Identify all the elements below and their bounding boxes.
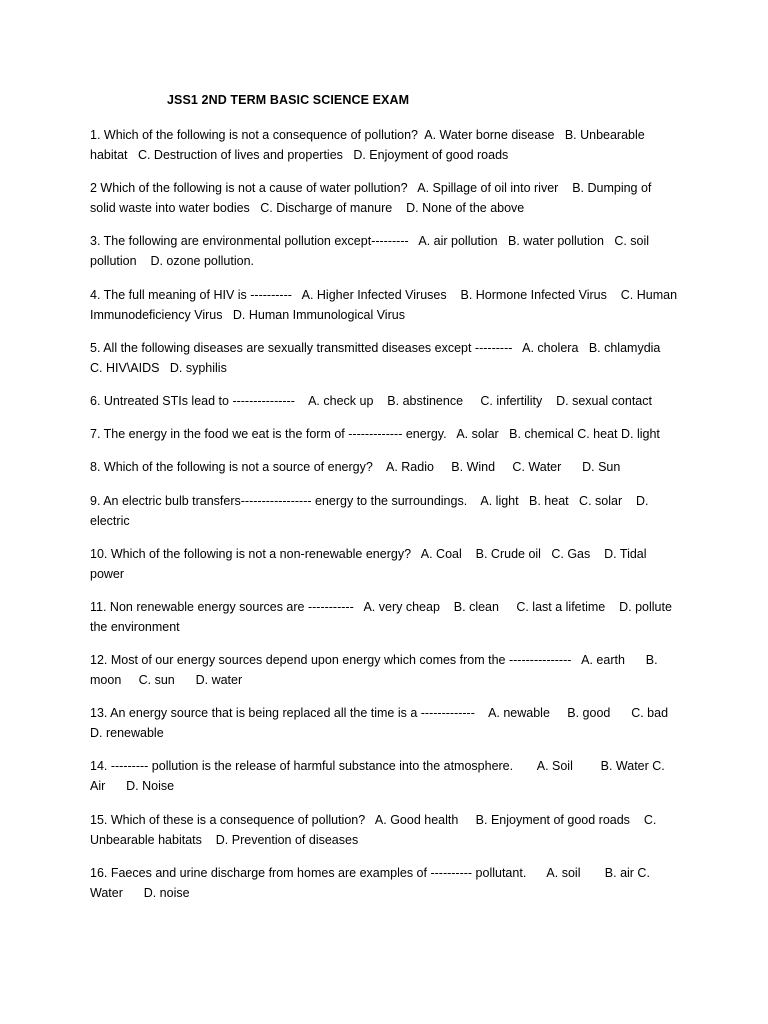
question-12: 12. Most of our energy sources depend upon energy which comes from the --------------- A. earth B. moon C. sun D. water: [90, 653, 662, 688]
question-7: 7. The energy in the food we eat is the form of ------------- energy. A. solar B. chemical C. heat D. light: [90, 427, 660, 442]
question-3: 3. The following are environmental pollution except--------- A. air pollution B. water pollution C. soil pollution D. ozone pollution.: [90, 234, 653, 269]
question-8: 8. Which of the following is not a source of energy? A. Radio B. Wind C. Water D. Sun: [90, 460, 621, 475]
question-6: 6. Untreated STIs lead to --------------- A. check up B. abstinence C. infertility D. sexual contact: [90, 393, 652, 408]
question-16: 16. Faeces and urine discharge from homes are examples of ---------- pollutant. A. soil B. air C. Water D. noise: [90, 865, 654, 900]
question-13: 13. An energy source that is being replaced all the time is a ------------- A. newable B. good C. bad D. renewable: [90, 706, 689, 741]
question-10: 10. Which of the following is not a non-renewable energy? A. Coal B. Crude oil C. Gas D. Tidal power: [90, 546, 651, 581]
question-4: 4. The full meaning of HIV is ---------- A. Higher Infected Viruses B. Hormone Infected Virus C. Human Immunodeficiency Virus D. Human Immunological Virus: [90, 287, 681, 322]
question-14: 14. --------- pollution is the release of harmful substance into the atmosphere. A. Soil B. Water C. Air D. Noise: [90, 759, 668, 794]
exam-title: JSS1 2ND TERM BASIC SCIENCE EXAM: [167, 93, 410, 107]
question-11: 11. Non renewable energy sources are ----------- A. very cheap B. clean C. last a lifetime D. pollute the environment: [90, 599, 676, 634]
question-1: 1. Which of the following is not a consequence of pollution? A. Water borne disease B. Unbearable habitat C. Destruction of lives and properties D. Enjoyment of good roads: [90, 128, 649, 162]
question-2: 2 Which of the following is not a cause of water pollution? A. Spillage of oil into river B. Dumping of solid waste into water bodies C. Discharge of manure D. None of the above: [90, 181, 655, 216]
question-list: [90, 125, 689, 916]
question-5: 5. All the following diseases are sexually transmitted diseases except --------- A. cholera B. chlamydia C. HIV\AIDS D. syphilis: [90, 340, 671, 375]
question-9: 9. An electric bulb transfers----------------- energy to the surroundings. A. light B. heat C. solar D. electric: [90, 493, 652, 528]
question-15: 15. Which of these is a consequence of pollution? A. Good health B. Enjoyment of good roads C. Unbearable habitats D. Prevention of diseases: [90, 812, 660, 847]
